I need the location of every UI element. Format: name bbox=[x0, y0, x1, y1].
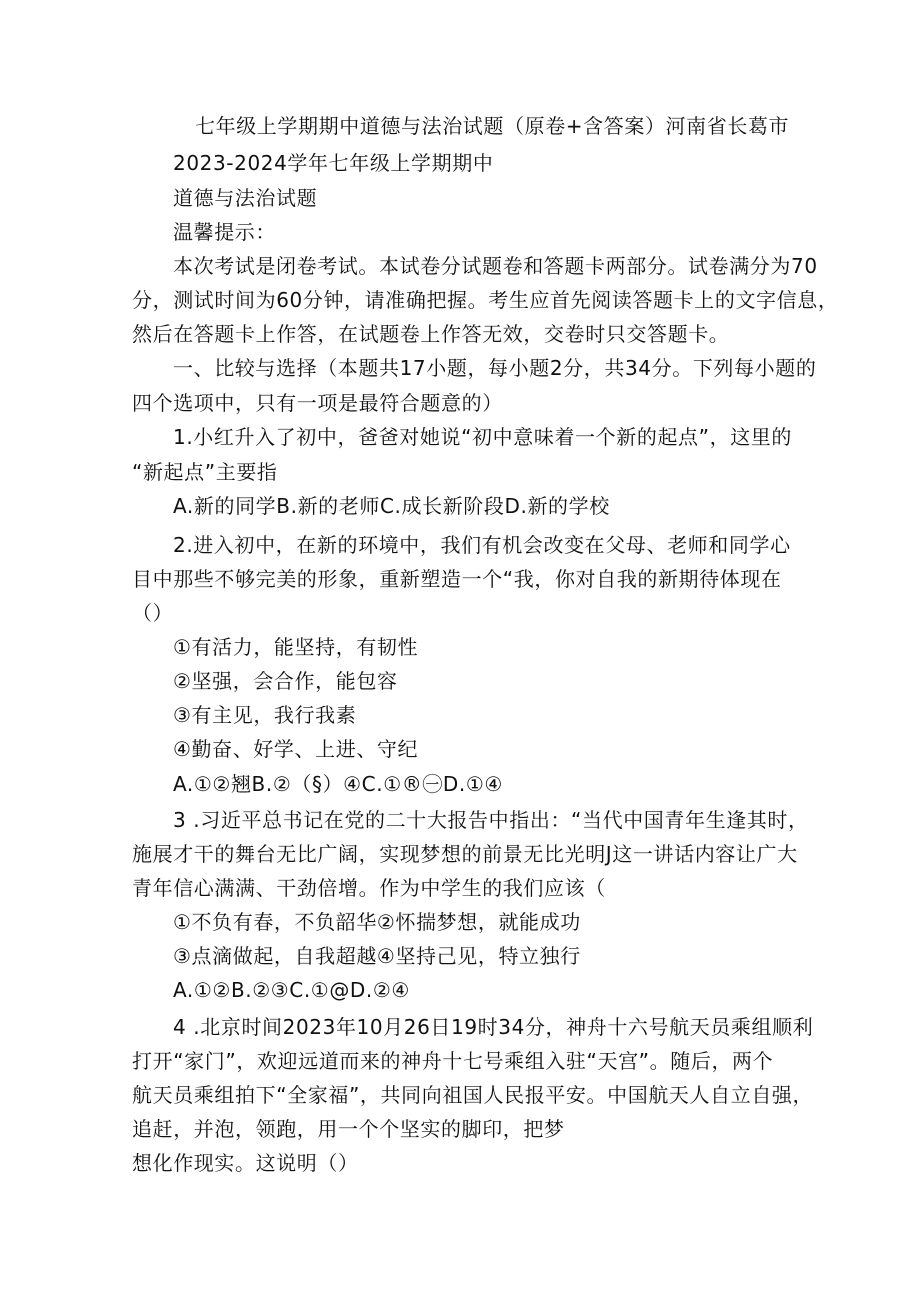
text-line: 四个选项中，只有一项是最符合题意的） bbox=[132, 391, 503, 415]
text-line: 2023-2024学年七年级上学期期中 bbox=[173, 151, 494, 175]
text-line: 道德与法治试题 bbox=[173, 186, 318, 210]
answer-options: A.①②B.②③C.①@D.②④ bbox=[173, 978, 410, 1002]
document-title: 七年级上学期期中道德与法治试题（原卷+含答案）河南省长葛市 bbox=[195, 114, 790, 138]
text-line: 航天员乘组拍下“全家福”，共同向祖国人民报平安。中国航天人自立自强， bbox=[132, 1083, 814, 1107]
answer-options: A.新的同学B.新的老师C.成长新阶段D.新的学校 bbox=[173, 494, 610, 518]
statement-item: ②坚强，会合作，能包容 bbox=[173, 669, 398, 693]
text-line: （） bbox=[132, 601, 174, 625]
section-heading: 一、比较与选择（本题共17小题，每小题2分，共34分。下列每小题的 bbox=[173, 356, 817, 380]
text-line: 温馨提示： bbox=[173, 220, 276, 244]
question-1: 1.小红升入了初中，爸爸对她说“初中意味着一个新的起点”，这里的 bbox=[173, 425, 793, 449]
statement-item: ③有主见，我行我素 bbox=[173, 703, 357, 727]
question-2: 2.进入初中，在新的环境中，我们有机会改变在父母、老师和同学心 bbox=[173, 533, 791, 557]
answer-options: A.①②翘B.②（§）④C.①®㊀D.①④ bbox=[173, 772, 503, 796]
text-line: 打开“家门”，欢迎远道而来的神舟十七号乘组入驻“天宫”。随后，两个 bbox=[132, 1049, 774, 1073]
statement-item: ①有活力，能坚持，有韧性 bbox=[173, 635, 419, 659]
text-line: 追赶，并泡，领跑，用一个个坚实的脚印，把梦 bbox=[132, 1117, 565, 1141]
text-line: 想化作现实。这说明（） bbox=[132, 1151, 359, 1175]
text-line: 施展才干的舞台无比广阔，实现梦想的前景无比光明J这一讲话内容让广大 bbox=[132, 842, 798, 866]
question-4: 4 .北京时间2023年10月26日19时34分，神舟十六号航天员乘组顺利 bbox=[173, 1015, 814, 1039]
statement-item: ④勤奋、好学、上进、守纪 bbox=[173, 737, 419, 761]
text-line: 然后在答题卡上作答，在试题卷上作答无效，交卷时只交答题卡。 bbox=[132, 322, 730, 346]
text-line: 分，测试时间为60分钟，请准确把握。考生应首先阅读答题卡上的文字信息， bbox=[132, 288, 839, 312]
text-line: “新起点”主要指 bbox=[132, 460, 278, 484]
statement-item: ③点滴做起，自我超越④坚持己见，特立独行 bbox=[173, 944, 581, 968]
text-line: 目中那些不够完美的形象，重新塑造一个“我，你对自我的新期待体现在 bbox=[132, 567, 782, 591]
question-3: 3 .习近平总书记在党的二十大报告中指出：“当代中国青年生逢其时， bbox=[173, 808, 809, 832]
statement-item: ①不负有春，不负韶华②怀揣梦想，就能成功 bbox=[173, 910, 581, 934]
text-line: 青年信心满满、干劲倍增。作为中学生的我们应该（ bbox=[132, 876, 606, 900]
text-line: 本次考试是闭卷考试。本试卷分试题卷和答题卡两部分。试卷满分为70 bbox=[173, 254, 818, 278]
